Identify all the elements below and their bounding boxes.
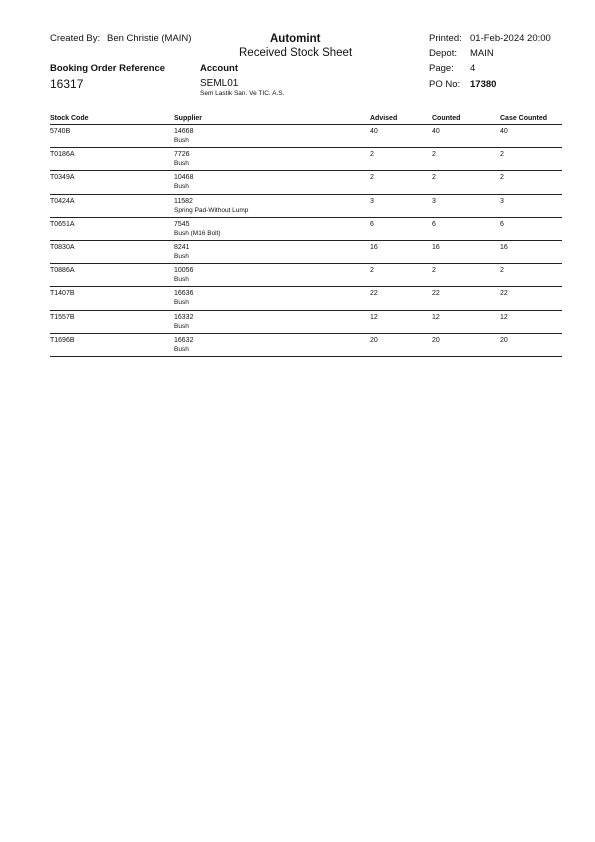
stock-code: T0886A [50,267,75,275]
counted-qty: 12 [432,313,440,321]
stock-table-body [0,125,595,357]
item-description: Bush [174,137,189,144]
account-label: Account [200,63,238,74]
item-description: Bush [174,183,189,191]
case-counted-qty: 6 [500,220,504,228]
advised-qty: 16 [370,243,378,251]
advised-qty: 40 [370,128,378,135]
report-title: Received Stock Sheet [239,47,353,59]
supplier-number: 11582 [174,197,193,205]
po-value: 17380 [470,79,497,90]
table-row [50,241,562,264]
page-label: Page: [429,63,454,74]
col-header-counted: Counted [432,115,461,122]
counted-qty: 16 [432,243,440,251]
case-counted-qty: 40 [500,128,508,135]
booking-reference: 16317 [50,77,84,91]
item-description: Bush [174,322,189,330]
depot-value: MAIN [470,48,494,59]
case-counted-qty: 2 [500,174,504,182]
supplier-number: 10056 [174,267,194,275]
supplier-number: 7726 [174,151,190,159]
table-row [50,334,562,357]
depot-label: Depot: [429,48,457,59]
case-counted-qty: 22 [500,290,508,298]
stock-code: T0830A [50,243,75,251]
table-row [50,264,562,287]
supplier-number: 7545 [174,220,190,228]
table-row [50,171,562,194]
created-by-value: Ben Christie (MAIN) [107,33,192,44]
case-counted-qty: 2 [500,151,504,159]
advised-qty: 22 [370,290,378,298]
counted-qty: 2 [432,174,436,182]
supplier-number: 16636 [174,290,194,298]
po-label: PO No: [429,79,461,90]
table-row [50,287,562,310]
supplier-number: 16632 [174,336,194,344]
table-row [50,311,562,334]
counted-qty: 6 [432,220,436,228]
booking-label: Booking Order Reference [50,63,166,74]
col-header-advised: Advised [370,115,398,122]
advised-qty: 2 [370,151,374,159]
item-description: Spring Pad-Without Lump [174,206,249,214]
stock-code: T1696B [50,336,75,344]
supplier-number: 14668 [174,128,194,135]
counted-qty: 3 [432,197,436,205]
stock-code: T1557B [50,313,75,321]
item-description: Bush (M16 Bolt) [174,229,221,237]
item-description: Bush [174,299,189,307]
advised-qty: 20 [370,336,378,344]
printed-value: 01-Feb-2024 20:00 [470,33,551,44]
case-counted-qty: 3 [500,197,504,205]
case-counted-qty: 20 [500,336,508,344]
table-row [50,218,562,241]
stock-code: T0424A [50,197,75,205]
stock-code: 5740B [50,128,71,135]
advised-qty: 12 [370,313,378,321]
counted-qty: 20 [432,336,440,344]
advised-qty: 2 [370,174,374,182]
supplier-number: 16332 [174,313,194,321]
advised-qty: 3 [370,197,374,205]
table-row [50,125,562,148]
created-by-label: Created By: [50,33,101,44]
stock-code: T0651A [50,220,75,228]
counted-qty: 22 [432,290,440,298]
account-code: SEML01 [200,78,239,89]
printed-label: Printed: [429,33,462,44]
item-description: Bush [174,252,189,260]
advised-qty: 6 [370,220,374,228]
supplier-number: 10468 [174,174,194,182]
advised-qty: 2 [370,267,374,275]
stock-code: T0186A [50,151,75,159]
stock-code: T1407B [50,290,75,298]
item-description: Bush [174,276,189,284]
item-description: Bush [174,345,189,353]
stock-code: T0349A [50,174,75,182]
counted-qty: 2 [432,267,436,275]
page-value: 4 [470,63,476,74]
case-counted-qty: 16 [500,243,508,251]
table-row [50,195,562,218]
col-header-case-counted: Case Counted [500,115,548,122]
table-row [50,148,562,171]
supplier-number: 8241 [174,243,190,251]
counted-qty: 2 [432,151,436,159]
case-counted-qty: 12 [500,313,508,321]
counted-qty: 40 [432,128,440,135]
company-name: Automint [270,33,321,45]
col-header-supplier: Supplier [174,115,203,122]
item-description: Bush [174,160,189,168]
account-name: Sem Lastik San. Ve TIC. A.S. [200,90,285,97]
col-header-stock-code: Stock Code [50,115,89,122]
case-counted-qty: 2 [500,267,504,275]
